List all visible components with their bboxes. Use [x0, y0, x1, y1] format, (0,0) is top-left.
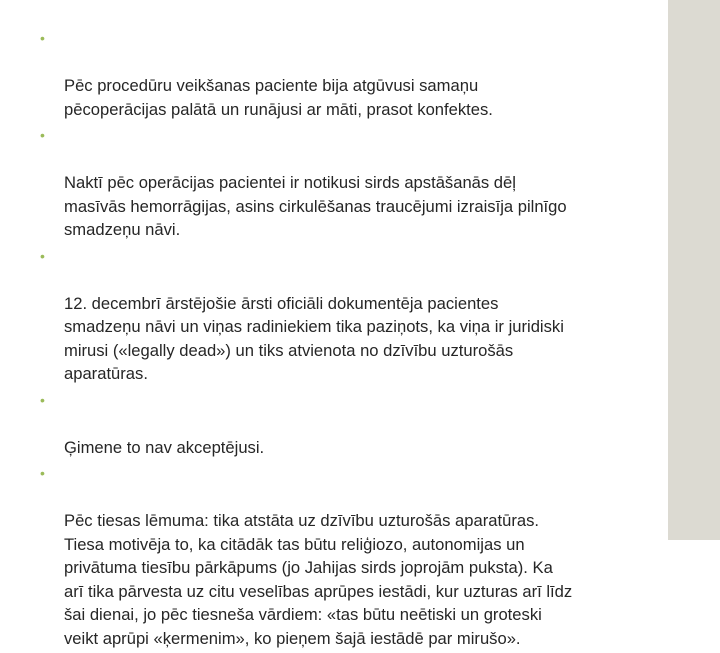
bullet-text-4: Ģimene to nav akceptējusi. — [64, 437, 265, 457]
bullet-text-5: Pēc tiesas lēmuma: tika atstāta uz dzīvību uzturošās aparatūras. Tiesa motivēja to, ka citādāk tas būtu reliģiozo, autonomijas un privātuma tiesību pārkāpums (jo Jahijas sirds joprojām puksta). Ka arī tika pārvesta uz citu veselības aprūpes iestādi, kur uzturas arī līdz šai dienai, jo pēc tiesneša vārdiem: «tas būtu neētiski un groteski veikt aprūpi «ķermenim», ko pieņem šajā iestādē par mirušo». — [64, 511, 573, 648]
bullet-text-3: 12. decembrī ārstējošie ārsti oficiāli dokumentēja pacientes smadzeņu nāvi un viņas radiniekiem tika paziņots, ka viņa ir juridiski mirusi («legally dead») un tiks atvienota no dzīvību uzturošās aparatūras. — [64, 293, 564, 383]
decorative-side-bar — [668, 0, 720, 540]
bullet-icon: • — [40, 391, 45, 408]
bullet-item-4 — [38, 389, 683, 460]
bullet-list — [38, 27, 683, 653]
bullet-text-2: Naktī pēc operācijas pacientei ir notikusi sirds apstāšanās dēļ masīvās hemorrāgijas, asins cirkulēšanas traucējumi izraisīja pilnīgo smadzeņu nāvi. — [64, 173, 567, 239]
bullet-item-5 — [38, 462, 683, 650]
bullet-text-1: Pēc procedūru veikšanas paciente bija atgūvusi samaņu pēcoperācijas palātā un runājusi ar māti, prasot konfektes. — [64, 76, 493, 119]
bullet-item-2 — [38, 124, 683, 242]
bullet-icon: • — [40, 30, 45, 46]
bullet-icon: • — [40, 127, 45, 143]
bullet-item-3 — [38, 245, 683, 386]
side-bar-fill — [668, 0, 720, 540]
bullet-icon: • — [40, 465, 45, 481]
bullet-icon: • — [40, 247, 45, 264]
bullet-item-1 — [38, 27, 683, 121]
